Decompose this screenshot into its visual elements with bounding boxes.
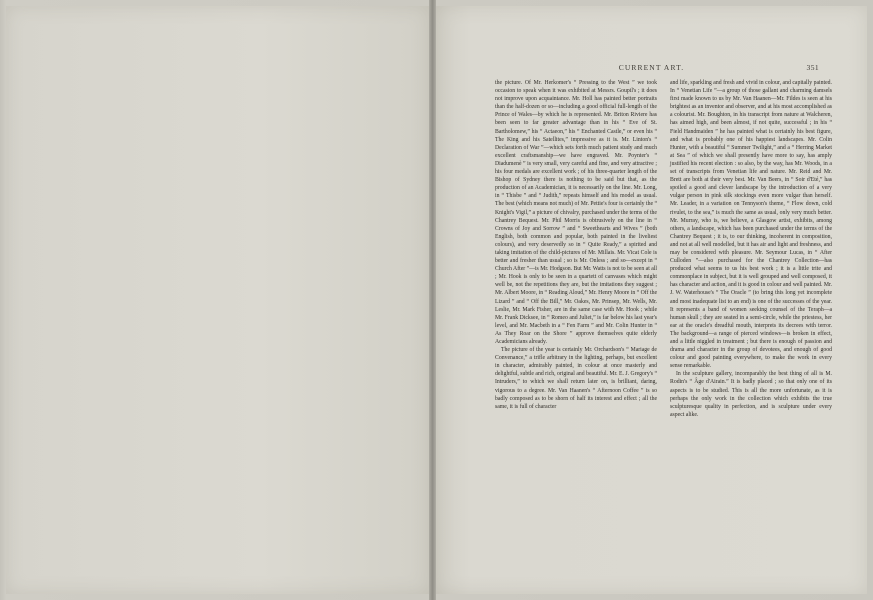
running-title: CURRENT ART. (618, 63, 685, 72)
text-column-right (670, 79, 832, 419)
paragraph: In the sculpture gallery, incomparably the best thing of all is M. Rodin's “ Âge d'Airain.” It is badly placed ; so that only one of its aspects is to be studied. This is all the more unfortunate, as it is perhaps the only work in the collection which exhibits the true sculpturesque quality in perfection, and is sculpture under every aspect alike. (670, 371, 832, 418)
book-gutter (429, 0, 436, 600)
paragraph: the picture. Of Mr. Herkomer's “ Pressing to the West ” we took occasion to speak when it was exhibited at Messrs. Goupil's ; it does not improve upon acquaintance. Mr. Holl has painted better portraits than the half-dozen or so—including a good official full-length of the Prince of Wales—by which he is represented. Mr. Briton Riviere has been seen to far greater advantage than in his “ Eve of St. Bartholomew,” his “ Actaeon,” his “ Enchanted Castle,” or even his “ The King and his Satellites,” impressive as it is. Mr. Linton's “ Declaration of War ”—which sets forth much patient study and much excellent craftsmanship—we have engraved. Mr. Poynter's “ Diadumenè ” is very small, very careful and fine, and very attractive ; his four medals are excellent work ; of his three-quarter length of the Bishop of Sydney there is nothing to be said but that, as the production of an Academician, it is necessarily on the line. Mr. Long, in “ Thisbe ” and “ Judith,” repeats himself and his model as usual. The best (which means not much) of Mr. Pettie's four is certainly the “ Knight's Vigil,” a picture of chivalry, purchased under the terms of the Chantrey Bequest. Mr. Phil Morris is obtrusively on the line in “ Crowns of Joy and Sorrow ” and “ Sweethearts and Wives ” (both English, both common and popular, both painted in the liveliest colours), and very deservedly so in “ Quite Ready,” a spirited and taking imitation of the child-pictures of Mr. Millais. Mr. Vicat Cole is better and fresher than usual ; so is Mr. Onless ; and so—except in “ Church After ”—is Mr. Hodgson. But Mr. Watts is not to be seen at all ; Mr. Hook is only to be seen in a quartett of canvases which might well be, not the repetitions they are, but the imitations they suggest ; Mr. Albert Moore, in “ Reading Aloud,” Mr. Henry Moore in “ Off the Lizard ” and “ Off the Bill,” Mr. Oakes, Mr. Prinsep, Mr. Wells, Mr. Leslie, Mr. Mark Fisher, are in the same case with Mr. Hook ; while Mr. Frank Dicksee, in “ Romeo and Juliet,” is far below his last year's level, and Mr. Macbeth in a “ Fen Farm ” and Mr. Colin Hunter in “ As They Roar on the Shore ” approve themselves quite elderly Academicians already. (495, 80, 657, 345)
running-head (436, 63, 867, 75)
right-page (436, 6, 867, 594)
paragraph: and life, sparkling and fresh and vivid in colour, and capitally painted. In “ Venetian Life ”—a group of those gallant and charming damsels first made known to us by Mr. Van Haanen—Mr. Fildes is seen at his brightest as an inventor and observer, and at his most accomplished as a colourist. Mr. Boughton, in his transcript from nature at Walcheren, has aimed high, and been almost, if not quite, successful ; in his “ Field Handmaiden ” he has painted what is certainly his best figure, and what is probably one of his happiest landscapes. Mr. Colin Hunter, with a beautiful “ Summer Twilight,” and a “ Herring Market at Sea ” of which we shall presently have more to say, has amply justified his recent election : so also, by the way, has Mr. Woods, in a set of transcripts from Venetian life and nature. Mr. Reid and Mr. Brett are both at their very best. Mr. Van Beers, in “ Soir d'Eté,” has spoiled a good and clever landscape by the introduction of a very vulgar person in pink silk stockings even more vulgar than herself. Mr. Leader, in a variation on Tennyson's theme, “ Flow down, cold rivulet, to the sea,” is much the same as usual, only very much better. Mr. Murray, who is, we believe, a Glasgow artist, exhibits, among others, a landscape, which has been purchased under the terms of the Chantrey Bequest ; it is, to our thinking, incoherent in composition, and not at all well modelled, but it has air and light and freshness, and may be considered with pleasure. Mr. Seymour Lucas, in “ After Culloden ”—also purchased for the Chantrey Collection—has produced what seems to us his best work ; it is a little trite and commonplace in subject, but it is well grouped and well composed, it has character and action, and it is good in colour and well painted. Mr. J. W. Waterhouse's “ The Oracle ” (to bring this long yet incomplete and most inadequate list to an end) is one of the successes of the year. It represents a band of women seeking counsel of the Teraph—a human skull ; they are seated in a semi-circle, while the priestess, her ear at the oracle's dreadful mouth, interprets its decrees with terror. The background—a range of pierced windows—is broken in effect, and a little niggled in treatment ; but there is enough of passion and drama and character in the group of devotees, and enough of good colour and good painting everywhere, to make the work in every sense remarkable. (670, 80, 832, 370)
page-number: 351 (806, 63, 819, 72)
text-column-left (495, 79, 657, 411)
left-page-blank (6, 6, 429, 594)
paragraph: The picture of the year is certainly Mr. Orchardson's “ Mariage de Convenance,” a trifle arbitrary in the lighting, perhaps, but excellent in character, admirably painted, in colour at once masterly and delightful, subtle and rich, original and beautiful. Mr. E. J. Gregory's “ Intruders,” to which we shall return later on, is brilliant, daring, vigorous to a degree. Mr. Van Haanen's “ Afternoon Coffee ” is so badly composed as to be shorn of half its interest and effect ; all the same, it is full of character (495, 347, 657, 410)
